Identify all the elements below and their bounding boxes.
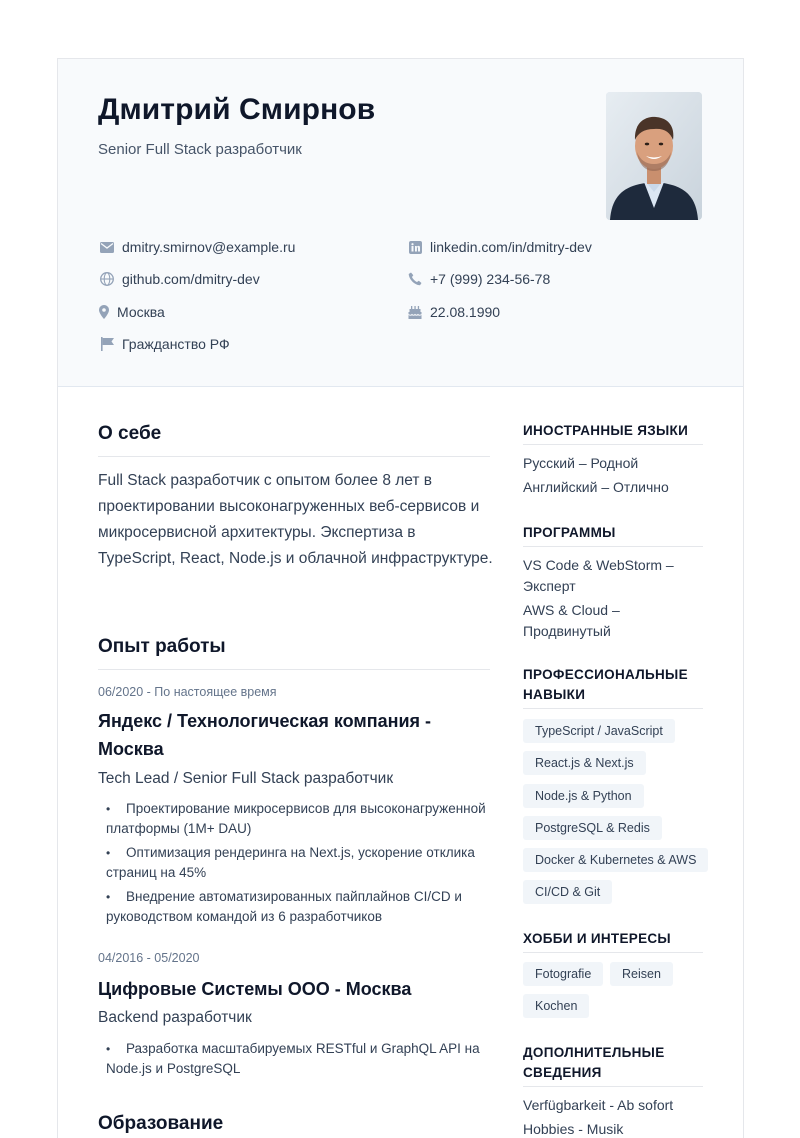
contact-email[interactable]	[98, 237, 295, 257]
resume-page	[57, 58, 744, 1138]
contact-linkedin-text: linkedin.com/in/dmitry-dev	[430, 239, 592, 255]
contact-birthday	[406, 302, 500, 322]
job-role: Backend разработчик	[98, 1009, 252, 1026]
candidate-name: Дмитрий Смирнов	[98, 93, 376, 126]
skill-tag: Node.js & Python	[523, 784, 644, 808]
flag-icon	[98, 337, 116, 351]
job-date: 06/2020 - По настоящее время	[98, 685, 277, 699]
skill-tag: React.js & Next.js	[523, 751, 646, 775]
contact-github-text: github.com/dmitry-dev	[122, 271, 260, 287]
job-date: 04/2016 - 05/2020	[98, 951, 200, 965]
profile-photo	[606, 92, 702, 220]
globe-icon	[98, 272, 116, 286]
programs-title: ПРОГРАММЫ	[523, 525, 616, 540]
contact-phone[interactable]	[406, 269, 550, 289]
hobby-tag: Fotografie	[523, 962, 603, 986]
envelope-icon	[98, 242, 116, 253]
about-text: Full Stack разработчик с опытом более 8 лет в проектировании высоконагруженных веб-сервисов и микросервисной архитектуры. Экспертиза в TypeScript, React, Node.js и облачной инфраструктуре.	[98, 472, 493, 567]
programs-divider	[523, 546, 703, 547]
skill-tag: Docker & Kubernetes & AWS	[523, 848, 708, 872]
contact-github[interactable]	[98, 269, 260, 289]
job-company: Яндекс / Технологическая компания - Москва	[98, 711, 432, 759]
contact-phone-text: +7 (999) 234-56-78	[430, 271, 551, 287]
contact-citizenship-text: Гражданство РФ	[122, 336, 230, 352]
language-item: Русский – Родной	[523, 455, 639, 471]
job-bullet: • Внедрение автоматизированных пайплайнов CI/CD и руководством командой из 6 разработчиков	[106, 889, 462, 924]
job-bullet-list	[106, 1039, 496, 1083]
skills-title: ПРОФЕССИОНАЛЬНЫЕ НАВЫКИ	[523, 667, 688, 702]
hobbies-title: ХОББИ И ИНТЕРЕСЫ	[523, 931, 671, 946]
job-bullet: • Оптимизация рендеринга на Next.js, ускорение отклика страниц на 45%	[106, 845, 475, 880]
skills-divider	[523, 708, 703, 709]
skill-tag: PostgreSQL & Redis	[523, 816, 662, 840]
contact-location	[98, 302, 165, 322]
skill-tag: CI/CD & Git	[523, 880, 612, 904]
languages-divider	[523, 444, 703, 445]
skill-tag: TypeScript / JavaScript	[523, 719, 675, 743]
contact-email-text: dmitry.smirnov@example.ru	[122, 239, 296, 255]
hobbies-divider	[523, 952, 703, 953]
about-divider	[98, 456, 490, 457]
program-item: VS Code & WebStorm – Эксперт	[523, 557, 674, 594]
language-item: Английский – Отлично	[523, 479, 669, 495]
job-bullet-list	[106, 799, 496, 931]
contact-birthday-text: 22.08.1990	[430, 304, 501, 320]
additional-title: ДОПОЛНИТЕЛЬНЫЕ СВЕДЕНИЯ	[523, 1045, 665, 1080]
birthday-cake-icon	[406, 305, 424, 319]
job-bullet: • Разработка масштабируемых RESTful и GraphQL API на Node.js и PostgreSQL	[106, 1041, 480, 1076]
program-item: AWS & Cloud – Продвинутый	[523, 602, 620, 639]
linkedin-icon	[406, 241, 424, 254]
about-title: О себе	[98, 423, 162, 444]
candidate-title: Senior Full Stack разработчик	[98, 141, 302, 158]
experience-divider	[98, 669, 490, 670]
map-pin-icon	[98, 305, 110, 319]
additional-divider	[523, 1086, 703, 1087]
job-bullet: • Проектирование микросервисов для высоконагруженной платформы (1M+ DAU)	[106, 801, 486, 836]
contact-linkedin[interactable]	[406, 237, 592, 257]
experience-title: Опыт работы	[98, 636, 226, 657]
resume-header	[58, 59, 743, 387]
hobby-tag: Reisen	[610, 962, 673, 986]
job-role: Tech Lead / Senior Full Stack разработчик	[98, 770, 394, 787]
contact-citizenship	[98, 334, 230, 354]
additional-item: Hobbies - Musik	[523, 1121, 624, 1137]
portrait-image	[606, 92, 702, 220]
languages-title: ИНОСТРАННЫЕ ЯЗЫКИ	[523, 423, 689, 438]
education-title: Образование	[98, 1113, 224, 1134]
contact-location-text: Москва	[117, 304, 165, 320]
additional-item: Verfügbarkeit - Ab sofort	[523, 1097, 674, 1113]
phone-icon	[406, 272, 424, 286]
hobby-tag: Kochen	[523, 994, 589, 1018]
job-company: Цифровые Системы ООО - Москва	[98, 979, 412, 999]
